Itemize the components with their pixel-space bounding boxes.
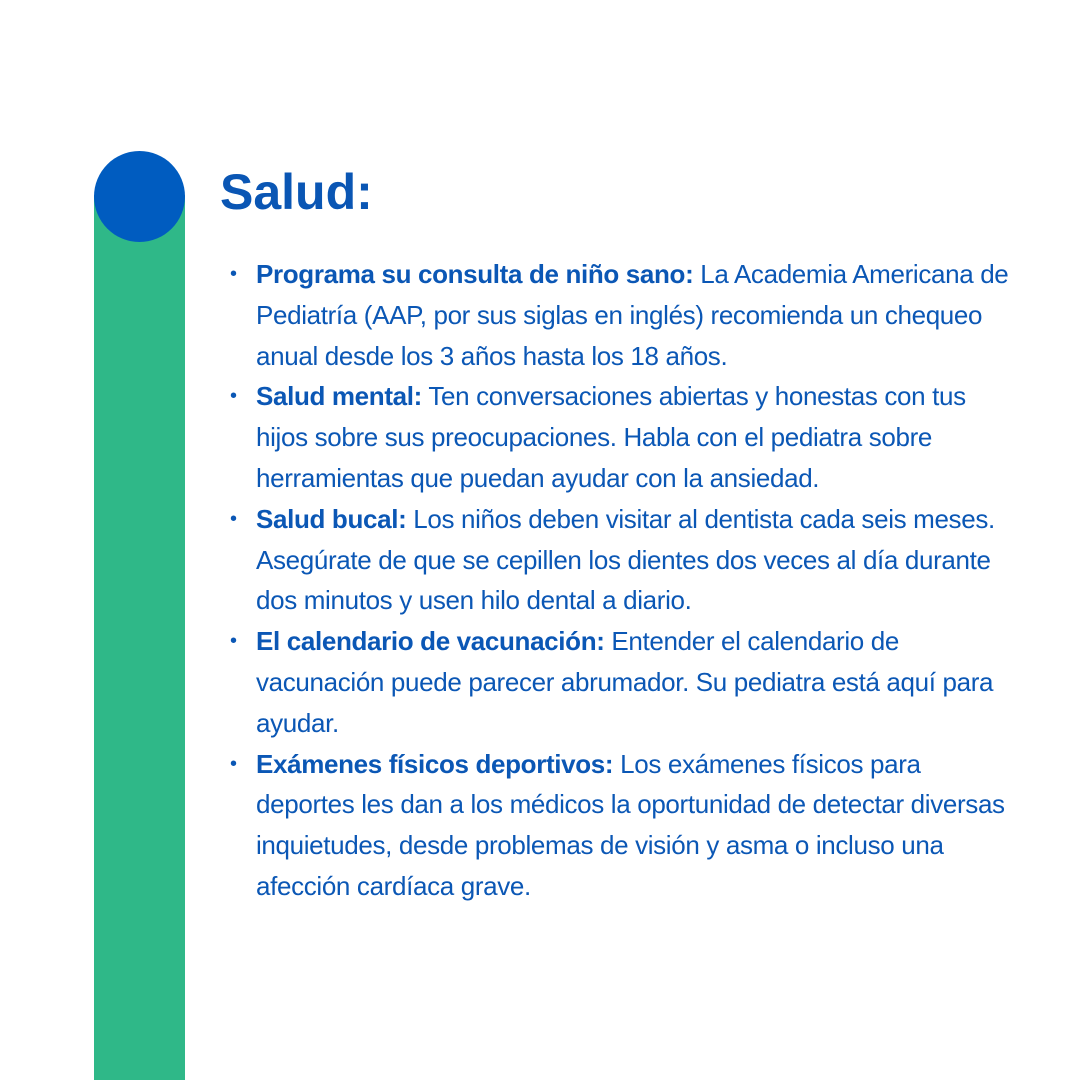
bullet-lead: Salud mental: [256, 381, 422, 412]
bullet-text: La Academia Americana de Pediatría (AAP, por sus siglas en inglés) recomienda un chequeo anual desde los 3 años hasta los 18 años. [256, 259, 1009, 371]
bullet-list [230, 254, 1020, 907]
list-item [230, 499, 1020, 621]
bullet-text: Los exámenes físicos para deportes les dan a los médicos la oportunidad de detectar diversas inquietudes, desde problemas de visión y asma o incluso una afección cardíaca grave. [256, 748, 1005, 901]
accent-circle [94, 151, 185, 242]
bullet-icon: • [230, 752, 237, 775]
bullet-icon: • [230, 263, 237, 285]
bullet-lead: Programa su consulta de niño sano: [256, 259, 694, 289]
list-item [230, 376, 1020, 498]
list-item [230, 254, 1020, 376]
accent-vertical-bar [94, 195, 185, 1080]
bullet-text: Los niños deben visitar al dentista cada seis meses. Asegúrate de que se cepillen los dientes dos veces al día durante dos minutos y usen hilo dental a diario. [256, 503, 995, 616]
bullet-icon: • [230, 507, 237, 530]
bullet-icon: • [230, 630, 237, 653]
list-item [230, 744, 1020, 907]
bullet-text: Entender el calendario de vacunación puede parecer abrumador. Su pediatra está aquí para ayudar. [256, 626, 994, 738]
list-item [230, 621, 1020, 743]
bullet-lead: Salud bucal: [256, 503, 407, 534]
bullet-lead: El calendario de vacunación: [256, 626, 605, 657]
bullet-lead: Exámenes físicos deportivos: [256, 748, 614, 779]
bullet-icon: • [230, 385, 237, 408]
bullet-text: Ten conversaciones abiertas y honestas con tus hijos sobre sus preocupaciones. Habla con el pediatra sobre herramientas que puedan ayudar con la ansiedad. [256, 381, 966, 493]
section-title: Salud: [220, 164, 373, 220]
